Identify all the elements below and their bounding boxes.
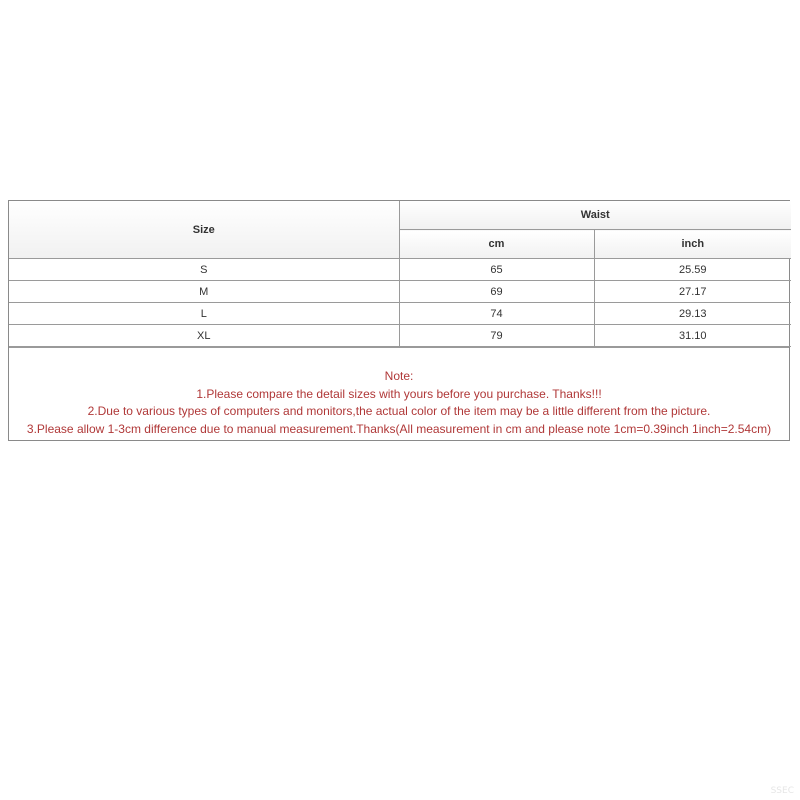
notes-section [9,347,789,440]
inch-cell: 27.17 [594,281,791,303]
size-header: Size [9,201,399,259]
size-cell: S [9,259,399,281]
note-line-1: 1.Please compare the detail sizes with yours before you purchase. Thanks!!! [196,386,602,401]
note-line-2: 2.Due to various types of computers and monitors,the actual color of the item may be a little different from the picture. [87,404,711,418]
size-cell: M [9,281,399,303]
cm-cell: 65 [399,259,594,281]
size-table [9,201,791,347]
size-cell: L [9,303,399,325]
size-chart [8,200,790,441]
inch-cell: 31.10 [594,325,791,347]
table-row [9,259,791,281]
table-row [9,303,791,325]
note-line-3: 3.Please allow 1-3cm difference due to manual measurement.Thanks(All measurement in cm and please note 1cm=0.39inch 1inch=2.54cm) [26,421,772,436]
inch-cell: 29.13 [594,303,791,325]
cm-cell: 79 [399,325,594,347]
watermark: SSEC [770,786,794,796]
header-row [9,201,791,230]
waist-header: Waist [399,201,791,230]
inch-header: inch [594,230,791,259]
cm-cell: 69 [399,281,594,303]
cm-header: cm [399,230,594,259]
table-row [9,325,791,347]
table-row [9,281,791,303]
note-title: Note: [384,369,414,383]
size-cell: XL [9,325,399,347]
inch-cell: 25.59 [594,259,791,281]
cm-cell: 74 [399,303,594,325]
